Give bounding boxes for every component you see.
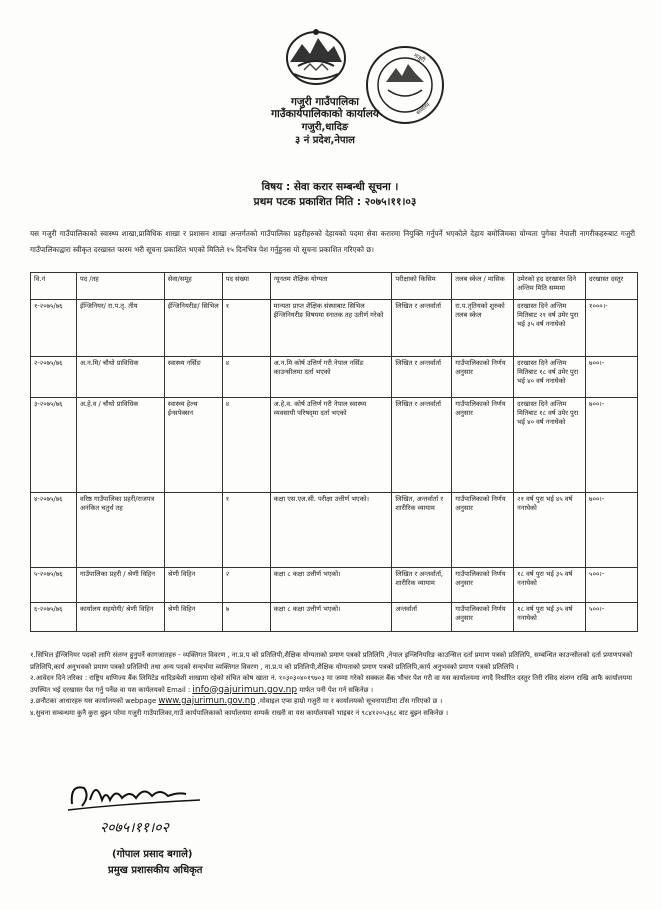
table-cell <box>164 493 222 568</box>
vacancy-table <box>30 272 638 632</box>
table-cell: गाउँपालिकाको निर्णय अनुसार <box>452 603 514 632</box>
table-cell: २-२०७५/७६ <box>31 357 77 398</box>
table-header: दरखास्त दस्तुर <box>586 273 638 300</box>
table-cell: गाउँपालिकाको निर्णय अनुसार <box>452 568 514 603</box>
table-cell: मान्यता प्राप्त शैक्षिक संस्थाबाट सिभिल ईन्जिनियरीङ विषयमा स्नातक तह उतीर्ण गरेको <box>270 300 392 357</box>
table-cell: लिखित र अन्तर्वार्ता, शारीरिक व्यायाम <box>392 568 452 603</box>
note-selection-end: ,मोवाइल एप्स हाम्रो गजुरी मा र कार्यालयको सूचनापाटीमा टाँस गरिएको छ । <box>257 697 443 705</box>
table-cell: लिखित र अन्तर्वार्ता <box>392 357 452 398</box>
table-cell: गाउँपालिकाको निर्णय अनुसार <box>452 398 514 493</box>
table-cell: लिखित र अन्तर्वार्ता <box>392 300 452 357</box>
table-cell: १८ वर्ष पुरा भई ३५ वर्ष ननाघेको <box>514 603 586 632</box>
table-cell: कक्षा ८ कक्षा उत्तीर्ण भएको। <box>270 603 392 632</box>
table-header-row <box>31 273 638 300</box>
table-cell: ईन्जिनियर/ रा.प.तृ. तीय <box>76 300 164 357</box>
email-link[interactable]: info@gajurimun.gov.np <box>192 684 298 695</box>
table-cell: १ <box>222 300 270 357</box>
table-cell: १८ वर्ष पुरा भई ३५ वर्ष ननाघेको <box>514 568 586 603</box>
table-row <box>31 398 638 493</box>
table-cell: स्वास्थ्य हेल्थ ईन्सपेक्सन <box>164 398 222 493</box>
signer-name: (गोपाल प्रसाद बगाले) <box>112 849 193 860</box>
office-name: गाउँकार्यपालिकाको कार्यालय <box>271 108 379 120</box>
table-cell: दरखास्त दिने अन्तिम मितिबाट २१ वर्ष उमेर पुरा भई ३५ वर्ष ननाघेको <box>514 300 586 357</box>
table-cell: १-२०७५/७६ <box>31 300 77 357</box>
table-cell: श्रेणी विहिन <box>164 568 222 603</box>
table-cell: रा.प.तृतियको शुरुको तलब स्केल <box>452 300 514 357</box>
note-application-method <box>30 673 638 696</box>
table-header: पद /तह <box>76 273 164 300</box>
intro-paragraph: यस गजुरी गाउँपालिकाको स्वास्थ्य शाखा,प्राविधिक शाखा र प्रशासन शाखा अन्तर्गतको गाउँपालिका प्रहरीहरुको देहायको पदमा सेवा करारमा नियुक्ति गर्नुपर्ने भएकोले देहाय बमोजिमका योग्यता पुगेका नेपाली नागरीकहरुबाट गजुरी गाउँपालिकाद्वारा स्वीकृत दरखास्त फारम भरी सूचना प्रकाशित भएको मितिले १५ दिनभित्र पेश गर्नुहुनस यो सूचना प्रकाशित गरिएको छ। <box>30 229 635 254</box>
table-cell: कक्षा एस.एल.सी. परीक्षा उत्तीर्ण भएको। <box>270 493 392 568</box>
province-name: ३ नं प्रदेश,नेपाल <box>295 135 355 146</box>
table-cell: अन्तर्वार्ता <box>392 603 452 632</box>
table-cell: ७००।- <box>586 357 638 398</box>
website-link[interactable]: www.gajurimun.gov.np <box>158 696 256 706</box>
table-cell: ३-२०७५/७६ <box>31 398 77 493</box>
table-cell: वरिष्ठ गाउँपालिका प्रहरी/राजपत्र अनंकित चतुर्थ तह <box>76 493 164 568</box>
svg-text:कार्यालय: कार्यालय <box>415 101 432 117</box>
svg-text:गजुरी: गजुरी <box>412 52 427 64</box>
notice-subject: विषय : सेवा करार सम्बन्धी सूचना । <box>261 181 399 193</box>
table-cell: स्वास्थ्य नर्सिङ <box>164 357 222 398</box>
table-header: परीक्षाको किसिम <box>392 273 452 300</box>
table-cell: दरखास्त दिने अन्तिम मितिबाट १८ वर्ष उमेर पुरा भई ४० वर्ष ननाघेको <box>514 398 586 493</box>
table-cell: गाउँपालिकाको निर्णय अनुसार <box>452 493 514 568</box>
table-cell: दरखास्त दिने अन्तिम मितिबाट १८ वर्ष उमेर पुरा भई ४० वर्ष ननाघेको <box>514 357 586 398</box>
municipality-name: गजुरी गाउँपालिका <box>290 96 360 108</box>
table-cell: अ.न.मि कोर्ष उत्तिर्ण गरी नेपाल नर्सिङ काउन्सीलमा दर्ता भएको <box>270 357 392 398</box>
table-cell: ६-२०७५/७६ <box>31 603 77 632</box>
office-location: गजुरी,धादिङ <box>301 122 349 133</box>
table-header: वि.नं <box>31 273 77 300</box>
handwritten-signature <box>60 770 220 840</box>
table-cell: ७ <box>222 603 270 632</box>
table-header: सेवा/समूह <box>164 273 222 300</box>
table-cell: २१ वर्ष पुरा भई ४५ वर्ष ननाघेको <box>514 493 586 568</box>
note-application-end: मार्फत पनी पेश गर्न सकिनेछ । <box>299 685 374 694</box>
table-cell: १०००।- <box>586 300 638 357</box>
table-row <box>31 493 638 568</box>
table-header: पद संख्या <box>222 273 270 300</box>
table-cell: ४ <box>222 357 270 398</box>
note-selection-basis <box>30 696 638 708</box>
table-cell: गाउँपालिकाको निर्णय अनुसार <box>452 357 514 398</box>
table-cell: लिखित, अन्तर्वार्ता र शारीरिक व्यायाम <box>392 493 452 568</box>
table-row <box>31 568 638 603</box>
table-cell: ५००।- <box>586 603 638 632</box>
note-application-text: २.आवेदन दिने तरिका : राष्ट्रिय वाणिज्य बैंक लिमिटेड धादिङबेशी शाखामा रहेको संचित कोष खाता नं. १०३०३०४०१९७०३ मा जम्मा गरेको सक्कल बैंक भौचर पेश गरी वा यस कार्यालयमा नगदै निर्धारित दस्तुर तिरी रसिद संलग्न राखि आफै कार्यालयमा उपस्थित भई दरखास्त पेश गर्नु पर्नेछ वा यस कार्यलयको Email : <box>30 674 633 694</box>
table-cell: कक्षा ८ कक्षा उत्तीर्ण भएको। <box>270 568 392 603</box>
table-header: उमेरको हद दरखास्त दिने अन्तिम मिति सम्ममा <box>514 273 586 300</box>
note-contact: ४.सुचना सम्बन्धमा कुनै कुरा बुझ्न परेमा गजुरी गाउँपालिका,गाउँ कार्यपालिकाको कार्यालयमा सम्पर्क राख्नी वा यस कार्यालयको भाइबर नं ९८४१२०५३६८ बाट बुझ्न सकिनेछ । <box>30 708 449 717</box>
table-cell: २ <box>222 568 270 603</box>
table-cell: कार्यालय सहयोगी/ श्रेणी विहिन <box>76 603 164 632</box>
table-row <box>31 357 638 398</box>
table-header: न्यूनतम शैक्षिक योग्यता <box>270 273 392 300</box>
table-cell: लिखित र अन्तर्वार्ता <box>392 398 452 493</box>
notes-section <box>30 650 638 719</box>
note-documents: १.सिभिल ईन्जिनियर पदको लागि संलग्न हुनुपर्ने कागजातहरु - व्यक्तिगत विवरण , ना.प्र.प को प्रतिलिपी,शैक्षिक योग्यताको प्रमाण पत्रको प्रतिलिपि ,नेपाल इन्जिनियरिङ काउन्सिल दर्ता प्रमाण पत्रको प्रतिलिपि, सम्बन्धित काउन्सीलको दर्ता प्रमाणपत्रको प्रतिलिपि,कार्य अनुभवको प्रमाण पत्रको प्रतिलिपी तथा अन्य पदको सन्दर्भमा व्यक्तिगत विवरण , ना.प्र.प को प्रतिलिपी,शैक्षिक योग्यताको प्रमाण पत्रको प्रतिलिपि,कार्य अनुभवको प्रमाण पत्रको प्रतिलिपि । <box>30 651 633 671</box>
table-cell: ईन्जिनियरीङ/ सिभिल <box>164 300 222 357</box>
table-cell: श्रेणी विहिन <box>164 603 222 632</box>
table-cell: अ.हे.व. कोर्ष उत्तिर्ण गरी नेपाल स्वास्थ्य व्यवसायी परिषद्‍मा दर्ता भएको <box>270 398 392 493</box>
signer-title: प्रमुख प्रशासकीय अधिकृत <box>108 865 203 876</box>
table-cell: ७००।- <box>586 493 638 568</box>
table-cell: ५-२०७५/७६ <box>31 568 77 603</box>
table-header: तलब स्केल / मासिक <box>452 273 514 300</box>
publication-date: प्रथम पटक प्रकाशित मिति : २०७५।११।०३ <box>253 196 417 208</box>
svg-text:२०७५।११।०२: २०७५।११।०२ <box>100 820 169 836</box>
table-cell: ७००।- <box>586 398 638 493</box>
table-row <box>31 300 638 357</box>
table-row <box>31 603 638 632</box>
table-cell: ४ <box>222 398 270 493</box>
table-cell: गाउँपालिका प्रहरी / श्रेणी विहिन <box>76 568 164 603</box>
table-cell: ४-२०७५/७६ <box>31 493 77 568</box>
nepal-emblem-icon <box>284 26 348 86</box>
table-cell: १ <box>222 493 270 568</box>
table-cell: ५००।- <box>586 568 638 603</box>
table-cell: अ.न.मि/ चौथो प्राविधिक <box>76 357 164 398</box>
table-cell: अ.हे.व / चौथो प्राविधिक <box>76 398 164 493</box>
note-selection-text: ३.छनौटका आधारहरु यस कार्यालयको webpage <box>30 697 157 705</box>
